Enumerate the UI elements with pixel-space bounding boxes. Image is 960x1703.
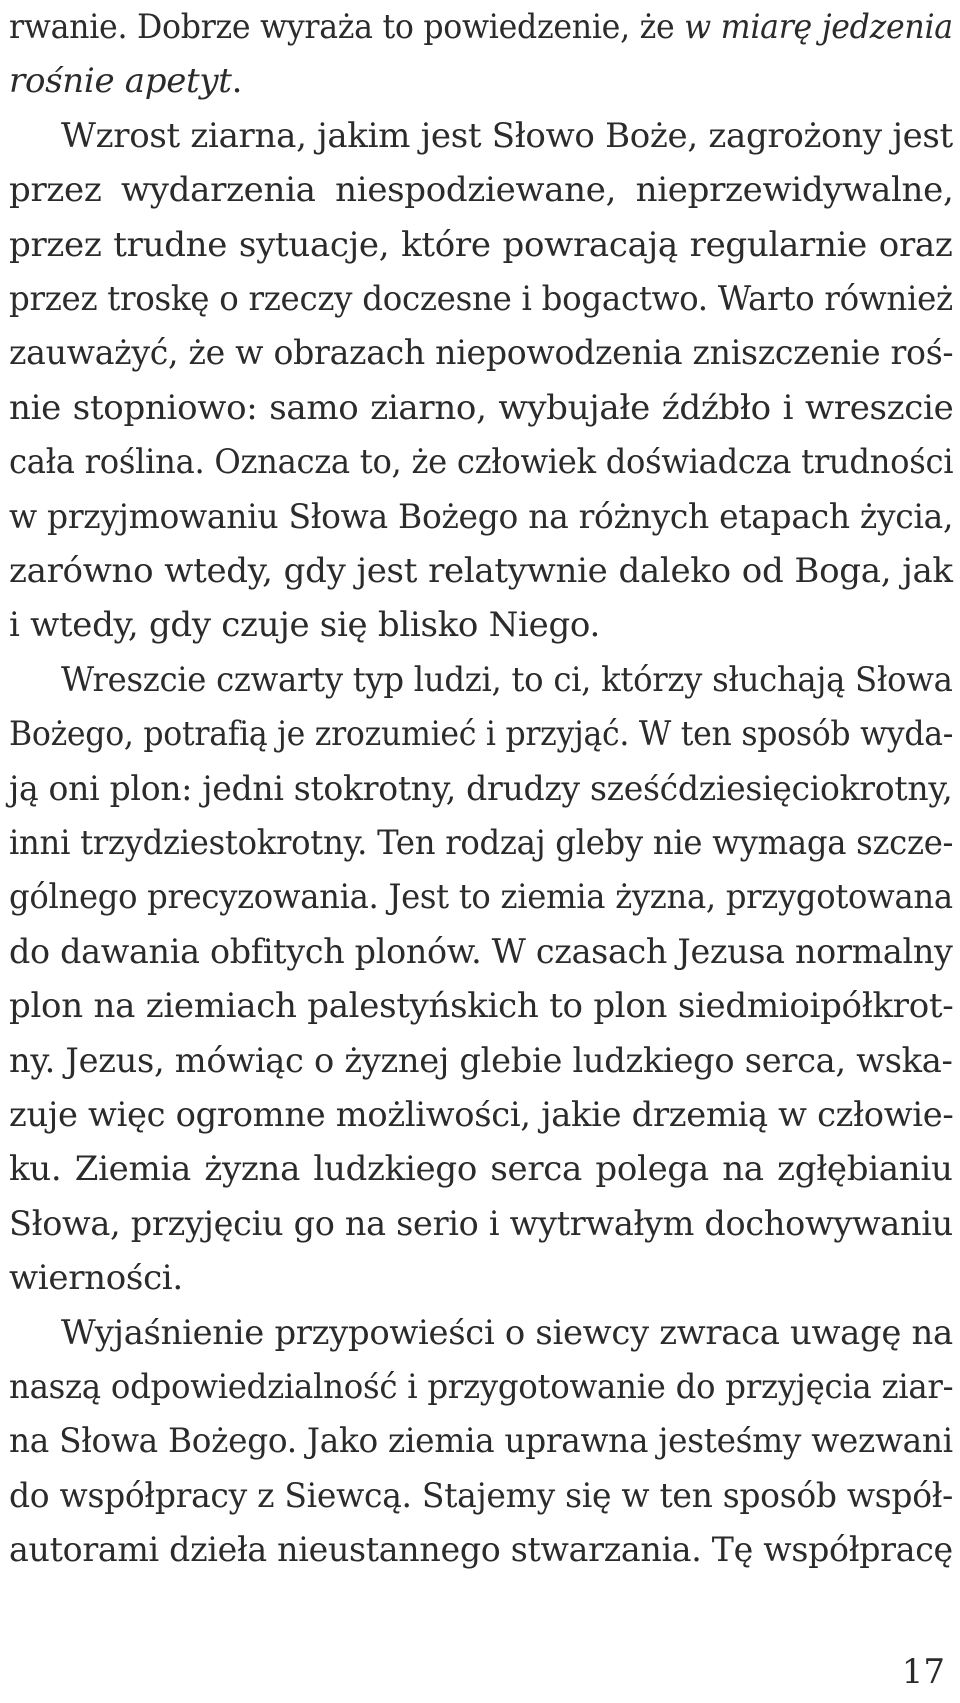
text-line-content xyxy=(9,1088,953,1142)
text-line-content xyxy=(9,381,953,435)
text-line xyxy=(9,1197,953,1251)
text-line-content xyxy=(9,1251,183,1305)
line-text: ją oni plon: jedni stokrotny, drudzy sześćdziesięciokrotny, xyxy=(9,768,953,809)
text-line-content xyxy=(9,925,953,979)
text-line-content xyxy=(9,54,242,108)
text-line xyxy=(9,870,953,924)
text-line-content xyxy=(9,0,953,54)
text-line-content xyxy=(61,653,953,707)
text-line-content xyxy=(9,1469,953,1523)
text-line xyxy=(9,816,953,870)
text-line xyxy=(9,979,953,1033)
line-text: Słowa, przyjęciu go na serio i wytrwałym dochowywaniu xyxy=(9,1203,953,1244)
text-line-content xyxy=(9,762,953,816)
text-line xyxy=(9,707,953,761)
text-line xyxy=(9,1469,953,1523)
text-line xyxy=(9,1088,953,1142)
text-line xyxy=(9,1414,953,1468)
text-line xyxy=(9,381,953,435)
line-text: Wreszcie czwarty typ ludzi, to ci, którzy słuchają Słowa xyxy=(61,659,953,700)
line-text: zuje więc ogromne możliwości, jakie drzemią w człowie- xyxy=(9,1095,954,1135)
line-text: zauważyć, że w obrazach niepowodzenia zniszczenie roś- xyxy=(9,333,954,374)
line-text: ku. Ziemia żyzna ludzkiego serca polega na zgłębianiu xyxy=(9,1149,953,1190)
line-text: nie stopniowo: samo ziarno, wybujałe źdźbło i wreszcie xyxy=(9,387,954,428)
text-line xyxy=(9,1360,953,1414)
text-line xyxy=(9,598,953,652)
text-line-content xyxy=(61,109,953,163)
line-text: Wyjaśnienie przypowieści o siewcy zwraca uwagę na xyxy=(61,1312,953,1353)
text-line xyxy=(9,54,953,108)
text-line xyxy=(9,1523,953,1577)
text-line-content xyxy=(9,218,953,272)
text-line-content xyxy=(9,163,953,217)
text-line-content xyxy=(9,435,953,489)
line-text: cała roślina. Oznacza to, że człowiek doświadcza trudności xyxy=(9,442,954,483)
text-line xyxy=(9,163,953,217)
text-line-content xyxy=(9,1197,953,1251)
text-line xyxy=(9,109,953,163)
line-text: Wzrost ziarna, jakim jest Słowo Boże, zagrożony jest xyxy=(61,115,953,156)
text-line xyxy=(9,435,953,489)
text-line-content xyxy=(9,979,953,1033)
line-text: przez wydarzenia niespodziewane, nieprzewidywalne, xyxy=(9,170,954,211)
line-text: rwanie. Dobrze wyraża to powiedzenie, że xyxy=(9,7,685,47)
text-line-content xyxy=(9,1414,953,1468)
italic-phrase: rośnie apetyt xyxy=(9,61,232,102)
text-line-content xyxy=(9,1142,953,1196)
line-text-after: . xyxy=(231,61,243,102)
text-line-content xyxy=(9,707,953,761)
text-line-content xyxy=(9,544,953,598)
line-text: przez trudne sytuacje, które powracają regularnie oraz xyxy=(9,224,953,265)
line-text: do współpracy z Siewcą. Stajemy się w ten sposób współ- xyxy=(9,1475,954,1516)
text-line xyxy=(9,1251,953,1305)
line-text: na Słowa Bożego. Jako ziemia uprawna jesteśmy wezwani xyxy=(9,1421,953,1462)
text-line-content xyxy=(9,1360,953,1414)
document-page xyxy=(9,0,953,1703)
line-text: przez troskę o rzeczy doczesne i bogactwo. Warto również xyxy=(9,279,953,319)
italic-phrase: w miarę jedzenia xyxy=(684,7,953,47)
text-line xyxy=(9,490,953,544)
line-text: zarówno wtedy, gdy jest relatywnie daleko od Boga, jak xyxy=(9,551,953,591)
line-text: i wtedy, gdy czuje się blisko Niego. xyxy=(9,605,600,646)
text-line-content xyxy=(9,326,953,380)
line-text: gólnego precyzowania. Jest to ziemia żyzna, przygotowana xyxy=(9,877,953,918)
line-text: ny. Jezus, mówiąc o żyznej glebie ludzkiego serca, wska- xyxy=(9,1040,953,1081)
line-text: Bożego, potrafią je zrozumieć i przyjąć. W ten sposób wyda- xyxy=(9,714,954,755)
text-line xyxy=(9,272,953,326)
line-text: naszą odpowiedzialność i przygotowanie do przyjęcia ziar- xyxy=(9,1367,954,1407)
text-line xyxy=(9,1142,953,1196)
text-line-content xyxy=(9,490,953,544)
text-line xyxy=(9,326,953,380)
page-number: 17 xyxy=(901,1652,945,1692)
line-text: wierności. xyxy=(9,1258,183,1299)
text-line-content xyxy=(9,870,953,924)
text-line xyxy=(9,1034,953,1088)
line-text: plon na ziemiach palestyńskich to plon siedmioipółkrot- xyxy=(9,986,954,1027)
text-line-content xyxy=(9,1034,953,1088)
line-text: autorami dzieła nieustannego stwarzania. Tę współpracę xyxy=(9,1530,953,1571)
text-line xyxy=(9,218,953,272)
text-line-content xyxy=(61,1306,953,1360)
text-line xyxy=(9,925,953,979)
text-line xyxy=(9,653,953,707)
line-text: do dawania obfitych plonów. W czasach Jezusa normalny xyxy=(9,931,953,972)
text-line xyxy=(9,544,953,598)
line-text: w przyjmowaniu Słowa Bożego na różnych etapach życia, xyxy=(9,496,954,537)
text-line xyxy=(9,1306,953,1360)
text-line-content xyxy=(9,816,953,870)
text-line-content xyxy=(9,272,953,326)
text-line-content xyxy=(9,598,600,652)
text-line xyxy=(9,762,953,816)
line-text: inni trzydziestokrotny. Ten rodzaj gleby nie wymaga szcze- xyxy=(9,823,954,863)
text-line-content xyxy=(9,1523,953,1577)
text-line xyxy=(9,0,953,54)
